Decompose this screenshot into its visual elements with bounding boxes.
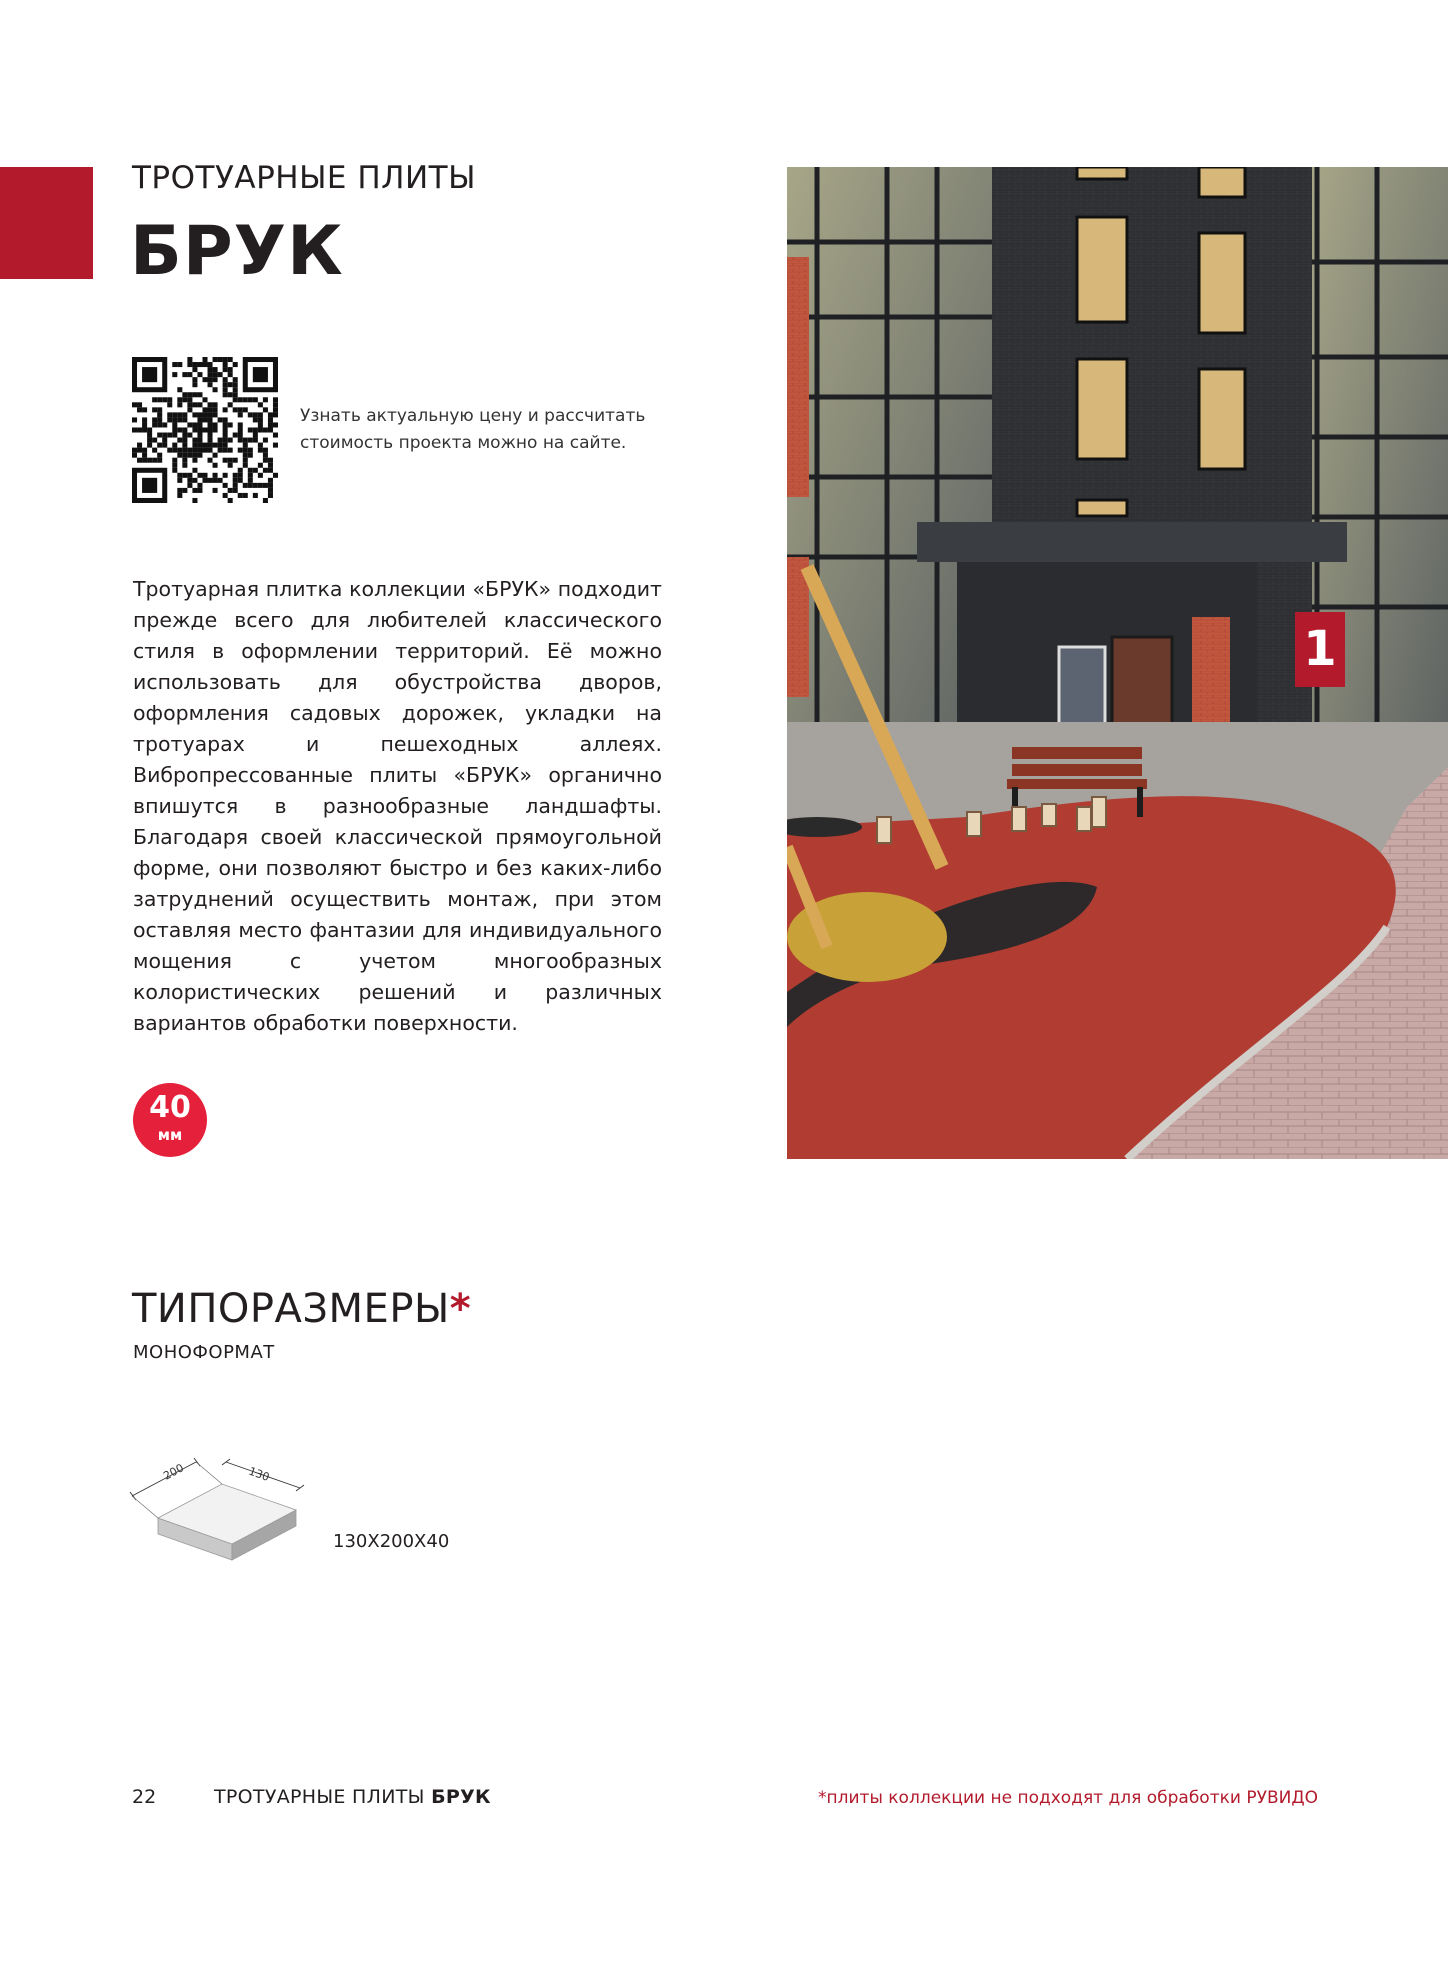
product-photo [787, 167, 1448, 1159]
footer-note: *плиты коллекции не подходят для обработки РУВИДО [818, 1788, 1318, 1808]
page-kicker: ТРОТУАРНЫЕ ПЛИТЫ [132, 160, 476, 196]
accent-block [0, 167, 93, 279]
tile-diagram [128, 1448, 328, 1578]
tile-dim-length: 200 [161, 1461, 186, 1483]
thickness-unit: мм [157, 1126, 183, 1144]
page-number: 22 [132, 1786, 157, 1808]
sizes-subtitle: МОНОФОРМАТ [133, 1342, 275, 1363]
thickness-value: 40 [149, 1090, 191, 1125]
tile-dim-width: 130 [246, 1464, 272, 1485]
qr-caption: Узнать актуальную цену и рассчитать стоимость проекта можно на сайте. [300, 406, 646, 453]
product-description: Тротуарная плитка коллекции «БРУК» подходит прежде всего для любителей классического стиля в оформлении территорий. Её можно использовать для обустройства дворов, оформления садовых дорожек, укладки на тротуарах и пешеходных аллеях. Вибропрессованные плиты «БРУК» органично впишутся в разнообразные ландшафты. Благодаря своей классической прямоугольной форме, они позволяют быстро и без каких-либо затруднений осуществить монтаж, при этом оставляя место фантазии для индивидуального мощения с учетом многообразных колористических решений и различных вариантов обработки поверхности. [133, 577, 662, 1035]
footnote-star: * [449, 1286, 472, 1332]
page-title: БРУК [130, 212, 344, 291]
qr-code-icon[interactable] [132, 357, 278, 503]
thickness-badge [133, 1083, 207, 1157]
footer-section: ТРОТУАРНЫЕ ПЛИТЫ БРУК [214, 1786, 491, 1808]
sizes-title: ТИПОРАЗМЕРЫ* [132, 1286, 472, 1332]
building-number-sign: 1 [1303, 621, 1337, 677]
tile-size-label: 130Х200Х40 [333, 1531, 450, 1552]
